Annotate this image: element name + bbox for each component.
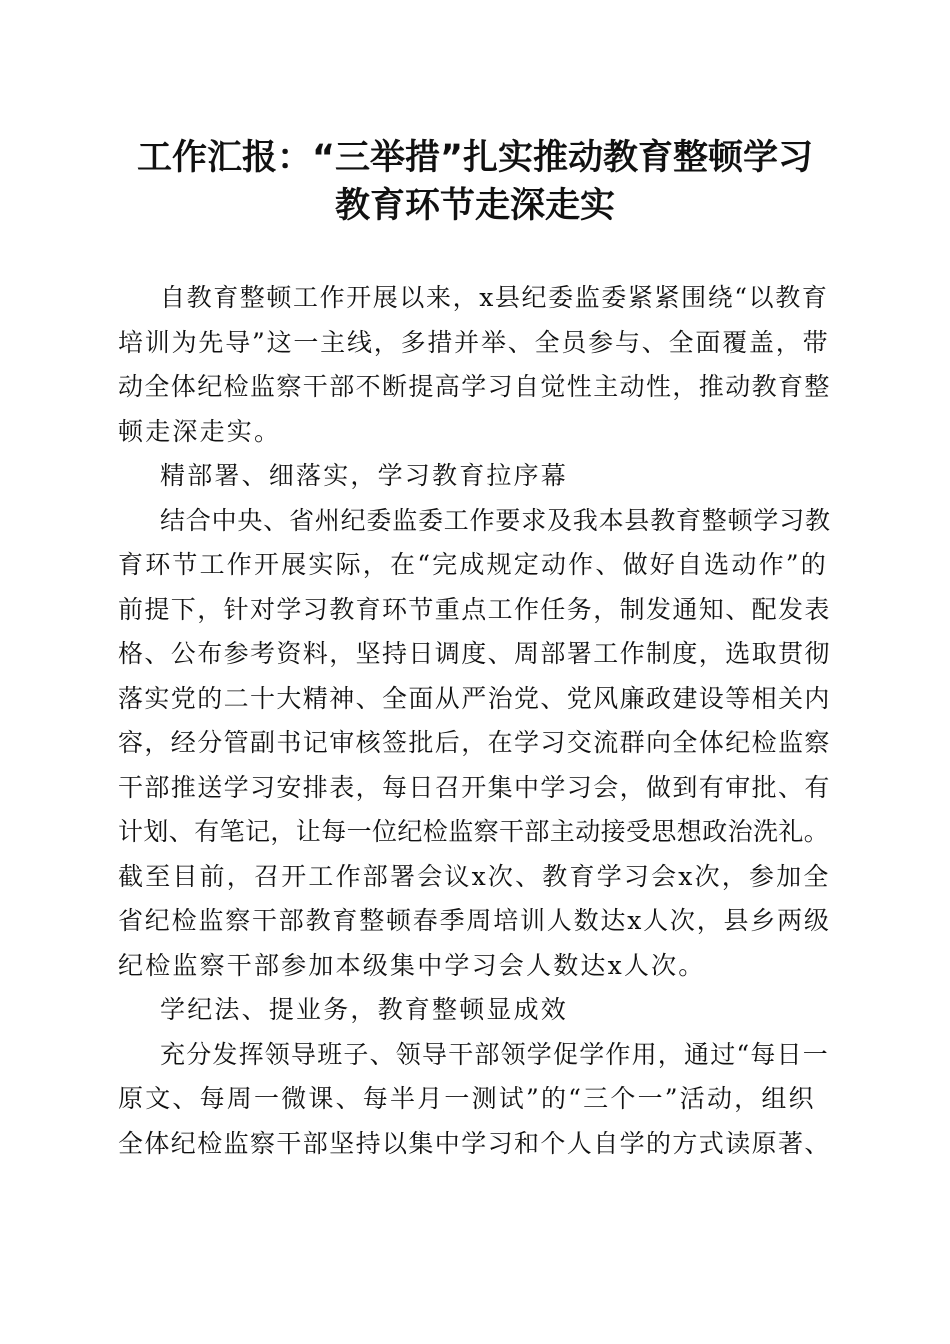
text-line: 干部推送学习安排表，每日召开集中学习会，做到有审批、有 bbox=[118, 772, 831, 802]
text-line: 纪检监察干部参加本级集中学习会人数达x人次。 bbox=[118, 950, 706, 980]
text-line: 自教育整顿工作开展以来，x县纪委监委紧紧围绕“以教育 bbox=[160, 283, 829, 312]
title-line-1: 工作汇报：“三举措”扎实推动教育整顿学习 bbox=[136, 138, 813, 178]
text-line: 育环节工作开展实际，在“完成规定动作、做好自选动作”的 bbox=[118, 550, 828, 579]
text-line: 顿走深走实。 bbox=[118, 416, 282, 446]
section-heading-2 bbox=[118, 988, 832, 1033]
paragraph-intro bbox=[118, 276, 832, 454]
text-line: 落实党的二十大精神、全面从严治党、党风廉政建设等相关内 bbox=[118, 683, 831, 713]
title-line-2: 教育环节走深走实 bbox=[334, 186, 615, 226]
section-heading-1 bbox=[118, 454, 832, 499]
text-line: 充分发挥领导班子、领导干部领学促学作用，通过“每日一 bbox=[160, 1039, 829, 1069]
text-line: 培训为先导”这一主线，多措并举、全员参与、全面覆盖，带 bbox=[118, 327, 830, 357]
text-line: 动全体纪检监察干部不断提高学习自觉性主动性，推动教育整 bbox=[118, 372, 831, 401]
text-line: 全体纪检监察干部坚持以集中学习和个人自学的方式读原著、 bbox=[118, 1128, 831, 1158]
text-line: 省纪检监察干部教育整顿春季周培训人数达x人次，县乡两级 bbox=[118, 906, 831, 935]
paragraph-section-1 bbox=[118, 499, 832, 989]
document-title bbox=[100, 134, 850, 230]
text-line: 结合中央、省州纪委监委工作要求及我本县教育整顿学习教 bbox=[160, 505, 831, 535]
text-line: 计划、有笔记，让每一位纪检监察干部主动接受思想政治洗礼。 bbox=[118, 817, 830, 846]
heading-text: 学纪法、提业务，教育整顿显成效 bbox=[160, 995, 569, 1024]
heading-text: 精部署、细落实，学习教育拉序幕 bbox=[160, 461, 569, 490]
text-line: 格、公布参考资料，坚持日调度、周部署工作制度，选取贯彻 bbox=[118, 639, 831, 668]
text-line: 前提下，针对学习教育环节重点工作任务，制发通知、配发表 bbox=[118, 594, 831, 624]
text-line: 容，经分管副书记审核签批后，在学习交流群向全体纪检监察 bbox=[118, 728, 831, 757]
text-line: 截至目前，召开工作部署会议x次、教育学习会x次，参加全 bbox=[118, 861, 831, 891]
paragraph-section-2 bbox=[118, 1033, 832, 1167]
document-body bbox=[118, 276, 832, 1166]
text-line: 原文、每周一微课、每半月一测试”的“三个一”活动，组织 bbox=[118, 1084, 816, 1113]
